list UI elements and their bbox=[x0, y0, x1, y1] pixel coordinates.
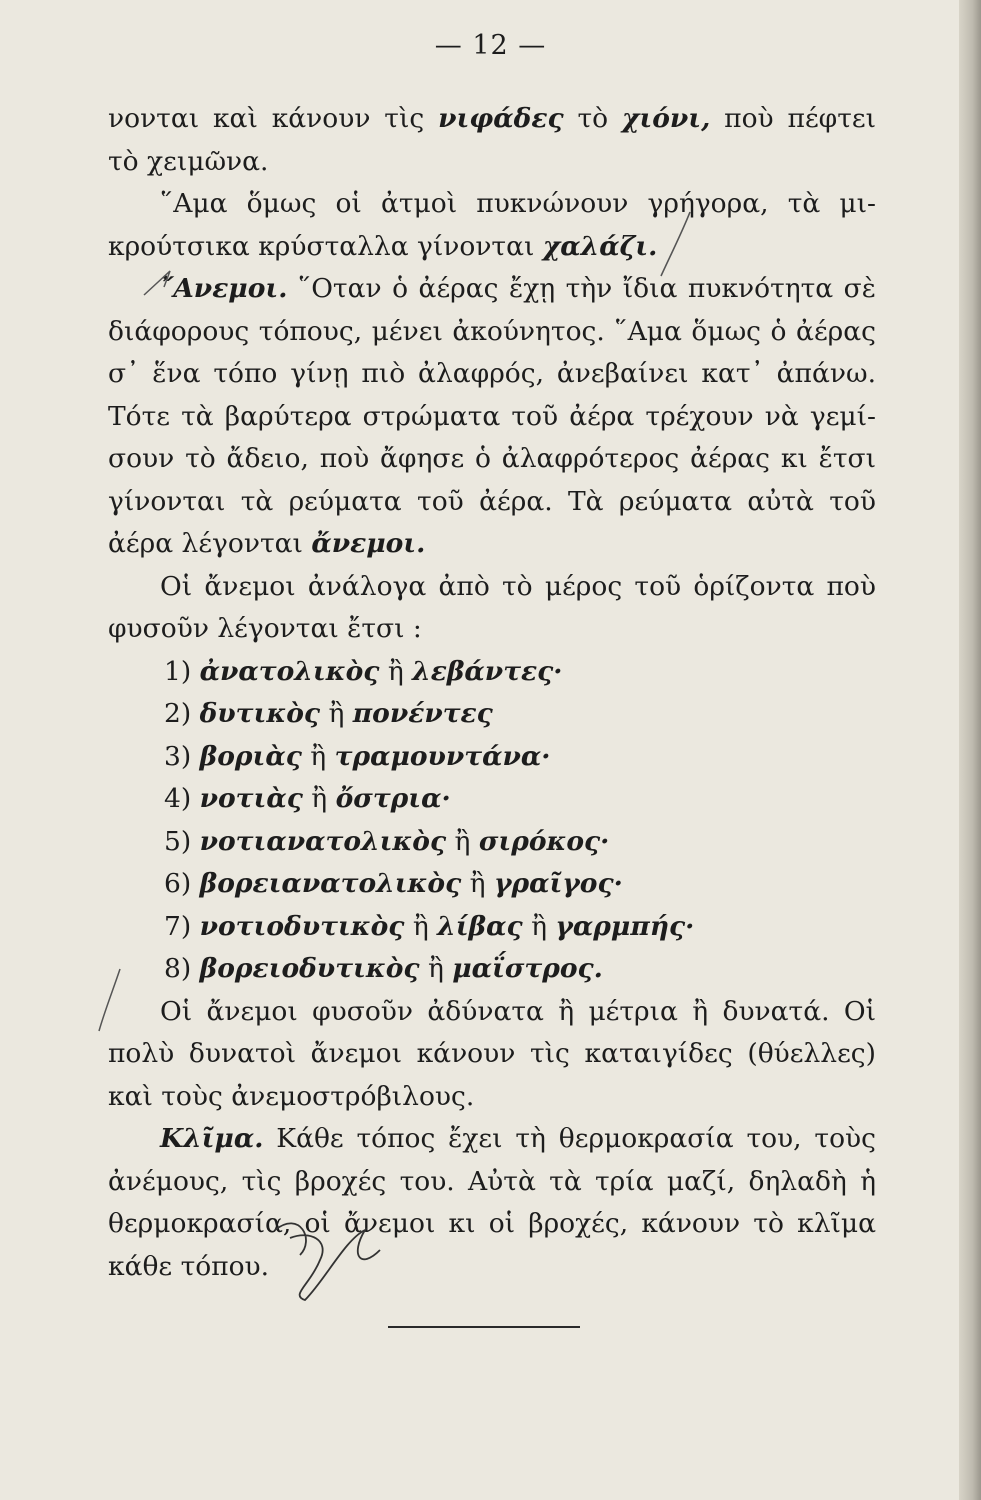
text-line bbox=[108, 523, 876, 566]
text-line bbox=[108, 311, 876, 354]
emphasis-term: βορειανατολικὸς bbox=[199, 868, 462, 899]
text-segment: 1) bbox=[164, 655, 200, 687]
text-segment: ἢ bbox=[522, 910, 556, 942]
page-edge-shadow bbox=[959, 0, 981, 1500]
text-segment: 4) bbox=[164, 783, 200, 814]
pencil-mark-line bbox=[95, 965, 125, 1035]
text-segment: Οἱ ἄνεμοι ἀνάλογα ἀπὸ τὸ μέρος τοῦ ὁρίζοντα ποὺ bbox=[160, 570, 876, 602]
text-segment: ποὺ πέφτει bbox=[710, 103, 877, 134]
end-rule bbox=[388, 1326, 580, 1328]
emphasis-term: νοτιανατολικὸς bbox=[199, 825, 447, 857]
pencil-mark-corner bbox=[140, 265, 180, 305]
text-segment: Οἱ ἄνεμοι φυσοῦν ἀδύνατα ἢ μέτρια ἢ δυνατά. Οἱ bbox=[160, 995, 876, 1027]
text-segment: κάθε τόπου. bbox=[108, 1250, 270, 1282]
text-segment: Τότε τὰ βαρύτερα στρώματα τοῦ ἀέρα τρέχουν νὰ γεμί- bbox=[108, 400, 876, 432]
text-segment: διάφορους τόπους, μένει ἀκούνητος. ῞Αμα ὅμως ὁ ἀέρας bbox=[108, 315, 876, 347]
emphasis-term: χαλάζι. bbox=[542, 230, 658, 262]
emphasis-term: ἀνατολικὸς bbox=[199, 655, 380, 687]
body-text bbox=[108, 98, 876, 1288]
emphasis-term: πονέντες bbox=[352, 698, 493, 729]
text-segment: 2) bbox=[164, 698, 200, 729]
text-segment: γίνονται τὰ ρεύματα τοῦ ἀέρα. Τὰ ρεύματα αὐτὰ τοῦ bbox=[108, 485, 876, 517]
text-line bbox=[108, 1246, 876, 1289]
list-item bbox=[108, 693, 876, 736]
text-segment: 7) bbox=[164, 910, 200, 942]
text-line bbox=[108, 98, 876, 141]
text-segment: τὸ bbox=[563, 103, 622, 134]
text-line bbox=[108, 396, 876, 439]
text-line bbox=[108, 353, 876, 396]
text-line bbox=[108, 481, 876, 524]
text-line bbox=[108, 1161, 876, 1204]
text-segment: ἢ bbox=[301, 740, 335, 772]
text-segment: ἢ bbox=[302, 783, 336, 814]
text-line bbox=[108, 268, 876, 311]
emphasis-term: λεβάντες· bbox=[412, 655, 563, 687]
list-item bbox=[108, 863, 876, 906]
emphasis-term: βοριὰς bbox=[199, 740, 302, 772]
text-segment: ἢ bbox=[379, 655, 413, 687]
text-segment: 5) bbox=[164, 825, 200, 857]
text-segment: ἢ bbox=[419, 953, 453, 984]
text-segment: σουν τὸ ἄδειο, ποὺ ἄφησε ὁ ἀλαφρότερος ἀέρας κι ἔτσι bbox=[108, 443, 876, 474]
text-segment: ἀέρα λέγονται bbox=[108, 528, 312, 559]
text-line bbox=[108, 1033, 876, 1076]
text-segment: ἢ bbox=[320, 698, 353, 729]
list-item bbox=[108, 906, 876, 949]
emphasis-term: ὄστρια· bbox=[335, 783, 451, 814]
list-item bbox=[108, 736, 876, 779]
text-segment: 6) bbox=[164, 868, 200, 899]
text-segment: πολὺ δυνατοὶ ἄνεμοι κάνουν τὶς καταιγίδες (θύελλες) bbox=[108, 1038, 876, 1069]
text-line bbox=[108, 226, 876, 269]
emphasis-term: νοτιὰς bbox=[199, 783, 303, 814]
emphasis-term: ἄνεμοι. bbox=[311, 528, 426, 559]
text-line bbox=[108, 183, 876, 226]
text-line bbox=[108, 438, 876, 481]
list-item bbox=[108, 948, 876, 991]
emphasis-term: ῎Ανεμοι. bbox=[160, 273, 288, 304]
text-line bbox=[108, 141, 876, 184]
page-number: — 12 — bbox=[434, 30, 547, 61]
text-line bbox=[108, 1203, 876, 1246]
text-segment: θερμοκρασία, οἱ ἄνεμοι κι οἱ βροχές, κάνουν τὸ κλῖμα bbox=[108, 1208, 876, 1239]
text-segment: ἢ bbox=[461, 868, 494, 899]
emphasis-term: λίβας bbox=[437, 910, 523, 942]
pencil-mark-slash bbox=[655, 210, 695, 280]
emphasis-term: γραῖγος· bbox=[493, 868, 623, 899]
emphasis-term: νοτιοδυτικὸς bbox=[199, 910, 405, 942]
text-segment: Κάθε τόπος ἔχει τὴ θερμοκρασία του, τοὺς bbox=[263, 1123, 876, 1154]
text-line bbox=[108, 608, 876, 651]
text-segment: 3) bbox=[164, 740, 200, 772]
text-segment: 8) bbox=[164, 953, 200, 984]
text-line bbox=[108, 566, 876, 609]
list-item bbox=[108, 651, 876, 694]
text-line bbox=[108, 1118, 876, 1161]
text-segment: ἀνέμους, τὶς βροχές του. Αὐτὰ τὰ τρία μαζί, δηλαδὴ ἡ bbox=[108, 1165, 876, 1197]
emphasis-term: δυτικὸς bbox=[199, 698, 321, 729]
text-segment: ἢ bbox=[404, 910, 438, 942]
text-segment: σ᾽ ἕνα τόπο γίνῃ πιὸ ἀλαφρός, ἀνεβαίνει κατ᾽ ἀπάνω. bbox=[108, 358, 876, 389]
emphasis-term: μαΐστρος. bbox=[452, 953, 603, 984]
emphasis-term: βορειοδυτικὸς bbox=[199, 953, 420, 984]
list-item bbox=[108, 821, 876, 864]
text-segment: ῞Αμα ὅμως οἱ ἀτμοὶ πυκνώνουν γρήγορα, τὰ μι- bbox=[160, 188, 876, 219]
text-segment: τὸ χειμῶνα. bbox=[108, 145, 269, 177]
text-segment: καὶ τοὺς ἀνεμοστρόβιλους. bbox=[108, 1080, 475, 1112]
emphasis-term: χιόνι, bbox=[621, 103, 711, 134]
emphasis-term: νιφάδες bbox=[438, 103, 564, 134]
text-segment: ῞Οταν ὁ ἀέρας ἔχῃ τὴν ἴδια πυκνότητα σὲ bbox=[287, 273, 876, 304]
text-segment: φυσοῦν λέγονται ἔτσι : bbox=[108, 613, 422, 644]
text-segment: νονται καὶ κάνουν τὶς bbox=[108, 103, 439, 134]
emphasis-term: Κλῖμα. bbox=[160, 1123, 264, 1154]
emphasis-term: σιρόκος· bbox=[478, 825, 610, 857]
emphasis-term: γαρμπής· bbox=[555, 910, 695, 942]
text-line bbox=[108, 991, 876, 1034]
text-line bbox=[108, 1076, 876, 1119]
emphasis-term: τραμουντάνα· bbox=[334, 740, 551, 772]
pencil-scribble bbox=[270, 1200, 390, 1310]
list-item bbox=[108, 778, 876, 821]
text-segment: κρούτσικα κρύσταλλα γίνονται bbox=[108, 230, 543, 262]
text-segment: ἢ bbox=[446, 825, 479, 857]
